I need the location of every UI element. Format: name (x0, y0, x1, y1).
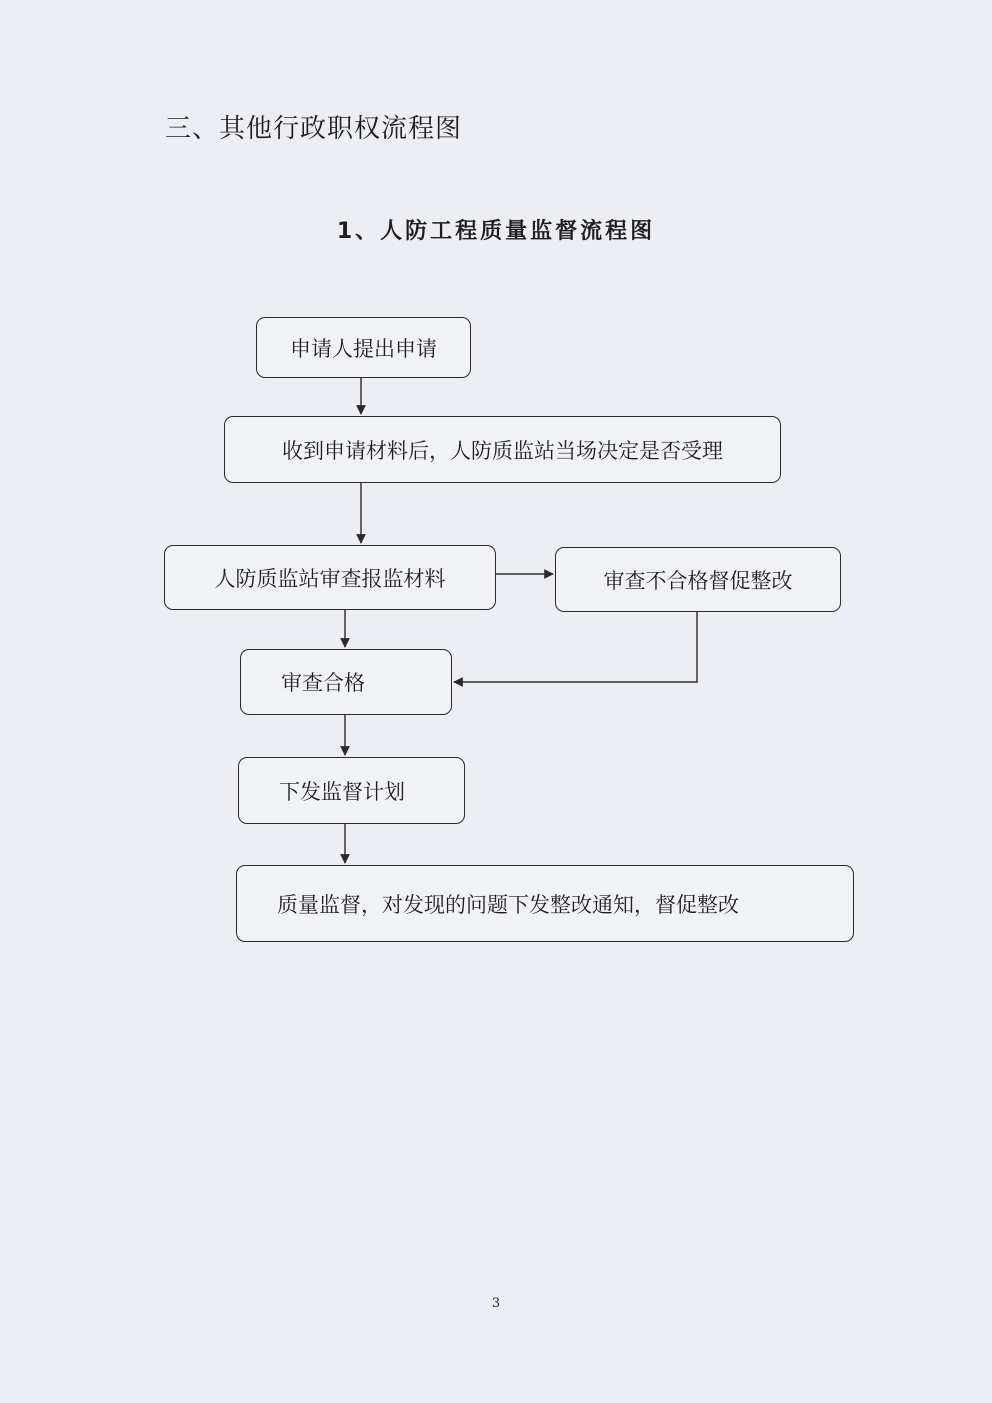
arrow-unqualified-to-qualified (454, 612, 697, 682)
diagram-title: 1、人防工程质量监督流程图 (336, 219, 656, 244)
node-supervise: 质量监督，对发现的问题下发整改通知，督促整改 (236, 865, 854, 942)
node-plan: 下发监督计划 (238, 757, 465, 824)
node-qualified: 审查合格 (240, 649, 452, 715)
node-review: 人防质监站审查报监材料 (164, 545, 496, 610)
node-unqualified: 审查不合格督促整改 (555, 547, 841, 612)
node-accept: 收到申请材料后，人防质监站当场决定是否受理 (224, 416, 781, 483)
section-title: 三、其他行政职权流程图 (165, 114, 463, 144)
node-apply: 申请人提出申请 (256, 317, 471, 378)
page-number: 3 (491, 1296, 501, 1311)
